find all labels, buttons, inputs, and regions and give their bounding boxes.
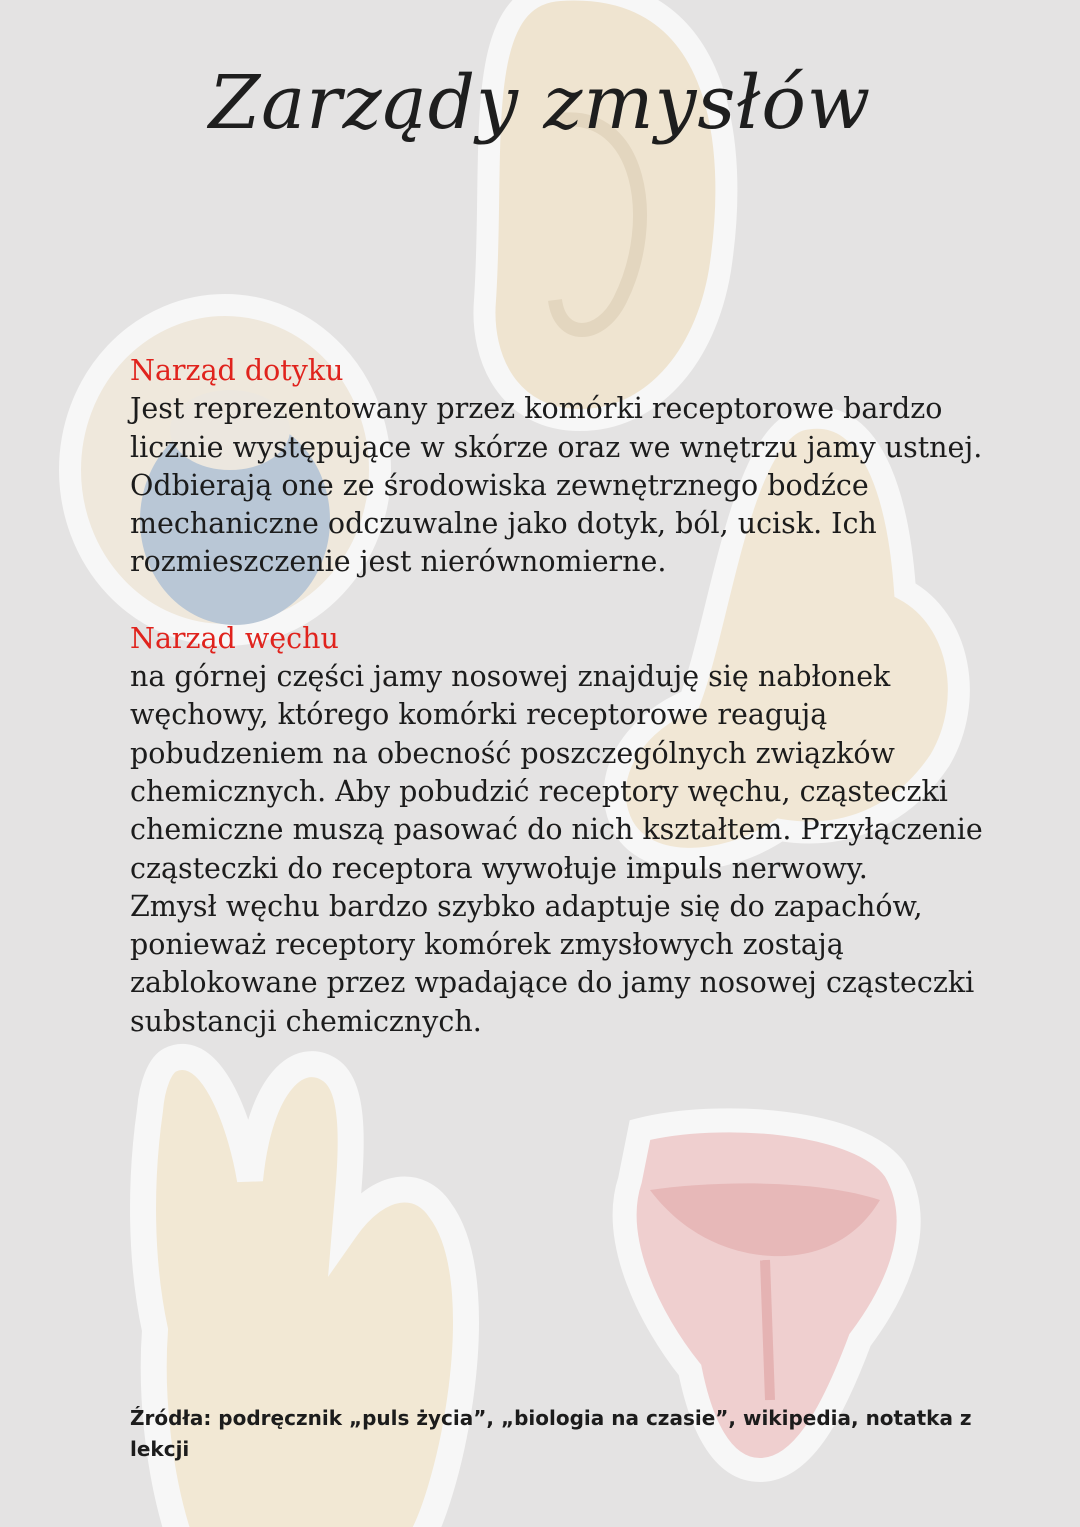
sources-line: Źródła: podręcznik „puls życia”, „biologia na czasie”, wikipedia, notatka z xyxy=(130,1406,972,1430)
text-line: cząsteczki do receptora wywołuje impuls nerwowy. xyxy=(130,851,868,885)
text-line: mechaniczne odczuwalne jako dotyk, ból, ucisk. Ich xyxy=(130,507,877,541)
text-line: na górnej części jamy nosowej znajduję się nabłonek xyxy=(130,660,891,694)
text-line: Zmysł węchu bardzo szybko adaptuje się do zapachów, xyxy=(130,889,923,923)
text-line: substancji chemicznych. xyxy=(130,1004,482,1038)
main-content xyxy=(130,352,983,1041)
text-line: Jest reprezentowany przez komórki receptorowe bardzo xyxy=(130,392,943,426)
text-line: zablokowane przez wpadające do jamy nosowej cząsteczki xyxy=(130,966,975,1000)
text-line: chemiczne muszą pasować do nich kształtem. Przyłączenie xyxy=(130,813,983,847)
text-line: węchowy, którego komórki receptorowe reagują xyxy=(130,698,828,732)
page-title: Zarządy zmysłów xyxy=(208,60,872,146)
text-line: rozmieszczenie jest nierównomierne. xyxy=(130,545,667,579)
text-line: chemicznych. Aby pobudzić receptory węchu, cząsteczki xyxy=(130,774,948,808)
text-line: pobudzeniem na obecność poszczególnych związków xyxy=(130,736,895,770)
section-touch xyxy=(130,352,983,582)
section-smell xyxy=(130,620,983,1041)
section-heading: Narząd dotyku xyxy=(130,354,344,387)
text-line: Odbierają one ze środowiska zewnętrznego bodźce xyxy=(130,468,869,502)
section-heading: Narząd węchu xyxy=(130,621,339,655)
sources-line: lekcji xyxy=(130,1437,190,1461)
section-spacer xyxy=(130,582,970,620)
text-line: ponieważ receptory komórek zmysłowych zostają xyxy=(130,928,844,962)
sources-note xyxy=(130,1403,972,1465)
text-line: licznie występujące w skórze oraz we wnętrzu jamy ustnej. xyxy=(130,430,983,464)
